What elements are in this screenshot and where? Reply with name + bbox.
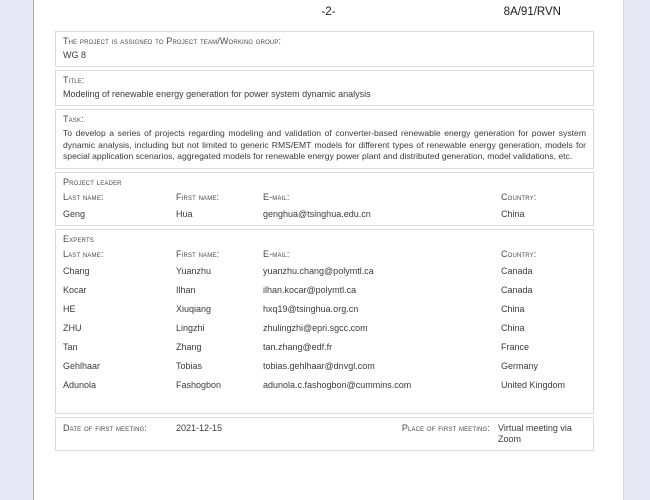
expert-first-name: Fashogbon bbox=[176, 379, 222, 390]
project-leader-heading: Project leader bbox=[63, 176, 122, 187]
expert-email: tobias.gehlhaar@dnvgl.com bbox=[263, 360, 375, 371]
expert-row bbox=[63, 380, 586, 391]
section-project-leader bbox=[55, 172, 594, 226]
column-last-name: Last name: bbox=[63, 248, 104, 259]
expert-first-name: Tobias bbox=[176, 360, 203, 371]
column-email: E-mail: bbox=[263, 191, 290, 202]
leader-email: genghua@tsinghua.edu.cn bbox=[263, 208, 371, 219]
meeting-place-value: Virtual meeting via Zoom bbox=[498, 422, 572, 444]
expert-first-name: Yuanzhu bbox=[176, 265, 212, 276]
meeting-place-label: Place of first meeting: bbox=[401, 422, 490, 433]
expert-email: tan.zhang@edf.fr bbox=[263, 341, 333, 352]
leader-row bbox=[63, 209, 586, 220]
expert-row bbox=[63, 342, 586, 353]
expert-email: yuanzhu.chang@polymtl.ca bbox=[263, 265, 374, 276]
title-value: Modeling of renewable energy generation for power system dynamic analysis bbox=[63, 89, 371, 99]
section-experts bbox=[55, 229, 594, 414]
column-first-name: First name: bbox=[176, 191, 220, 202]
expert-country: China bbox=[501, 322, 525, 333]
expert-last-name: HE bbox=[63, 303, 76, 314]
expert-first-name: Zhang bbox=[176, 341, 202, 352]
expert-row bbox=[63, 304, 586, 315]
expert-email: hxq19@tsinghua.org.cn bbox=[263, 303, 359, 314]
assignment-value: WG 8 bbox=[63, 50, 87, 60]
expert-country: United Kingdom bbox=[501, 379, 566, 390]
expert-last-name: ZHU bbox=[63, 322, 82, 333]
meeting-date-value: 2021-12-15 bbox=[176, 422, 223, 433]
column-country: Country: bbox=[501, 191, 537, 202]
meeting-row bbox=[63, 422, 586, 445]
expert-first-name: Lingzhi bbox=[176, 322, 205, 333]
expert-last-name: Chang bbox=[63, 265, 90, 276]
expert-row bbox=[63, 285, 586, 296]
title-label: Title: bbox=[63, 75, 85, 85]
leader-country: China bbox=[501, 208, 525, 219]
expert-first-name: Xiuqiang bbox=[176, 303, 212, 314]
expert-country: Canada bbox=[501, 265, 533, 276]
experts-heading: Experts bbox=[63, 233, 94, 244]
column-country: Country: bbox=[501, 248, 537, 259]
page-number: -2- bbox=[321, 6, 336, 18]
task-label: Task: bbox=[63, 114, 84, 124]
expert-row bbox=[63, 361, 586, 372]
expert-email: adunola.c.fashogbon@cummins.com bbox=[263, 379, 412, 390]
task-value: To develop a series of projects regarding modeling and validation of converter-based renewable energy generation for power system dynamic analysis, including but not limited to generic RMS/EMT models for different types of renewable energy generation, models for special application scenarios, aggregated models for renewable energy power plant and distributed generation, model validations, etc. bbox=[63, 128, 586, 161]
expert-row bbox=[63, 266, 586, 277]
section-task bbox=[55, 109, 594, 169]
project-form bbox=[55, 31, 594, 454]
expert-country: Canada bbox=[501, 284, 533, 295]
document-header bbox=[34, 0, 623, 30]
document-page bbox=[33, 0, 624, 500]
expert-last-name: Tan bbox=[63, 341, 78, 352]
expert-country: Germany bbox=[501, 360, 539, 371]
leader-column-headers bbox=[63, 192, 586, 202]
leader-last-name: Geng bbox=[63, 208, 86, 219]
expert-row bbox=[63, 323, 586, 334]
assignment-label: The project is assigned to Project team/Working group: bbox=[63, 36, 282, 46]
column-last-name: Last name: bbox=[63, 191, 104, 202]
expert-country: France bbox=[501, 341, 530, 352]
section-assignment bbox=[55, 31, 594, 67]
expert-country: China bbox=[501, 303, 525, 314]
expert-email: ilhan.kocar@polymtl.ca bbox=[263, 284, 357, 295]
expert-last-name: Kocar bbox=[63, 284, 87, 295]
section-first-meeting bbox=[55, 417, 594, 451]
expert-email: zhulingzhi@epri.sgcc.com bbox=[263, 322, 368, 333]
expert-last-name: Gehlhaar bbox=[63, 360, 101, 371]
expert-last-name: Adunola bbox=[63, 379, 97, 390]
section-title bbox=[55, 70, 594, 106]
expert-first-name: Ilhan bbox=[176, 284, 196, 295]
experts-column-headers bbox=[63, 249, 586, 259]
column-email: E-mail: bbox=[263, 248, 290, 259]
column-first-name: First name: bbox=[176, 248, 220, 259]
leader-first-name: Hua bbox=[176, 208, 193, 219]
document-reference: 8A/91/RVN bbox=[503, 6, 561, 18]
meeting-date-label: Date of first meeting: bbox=[63, 422, 148, 433]
